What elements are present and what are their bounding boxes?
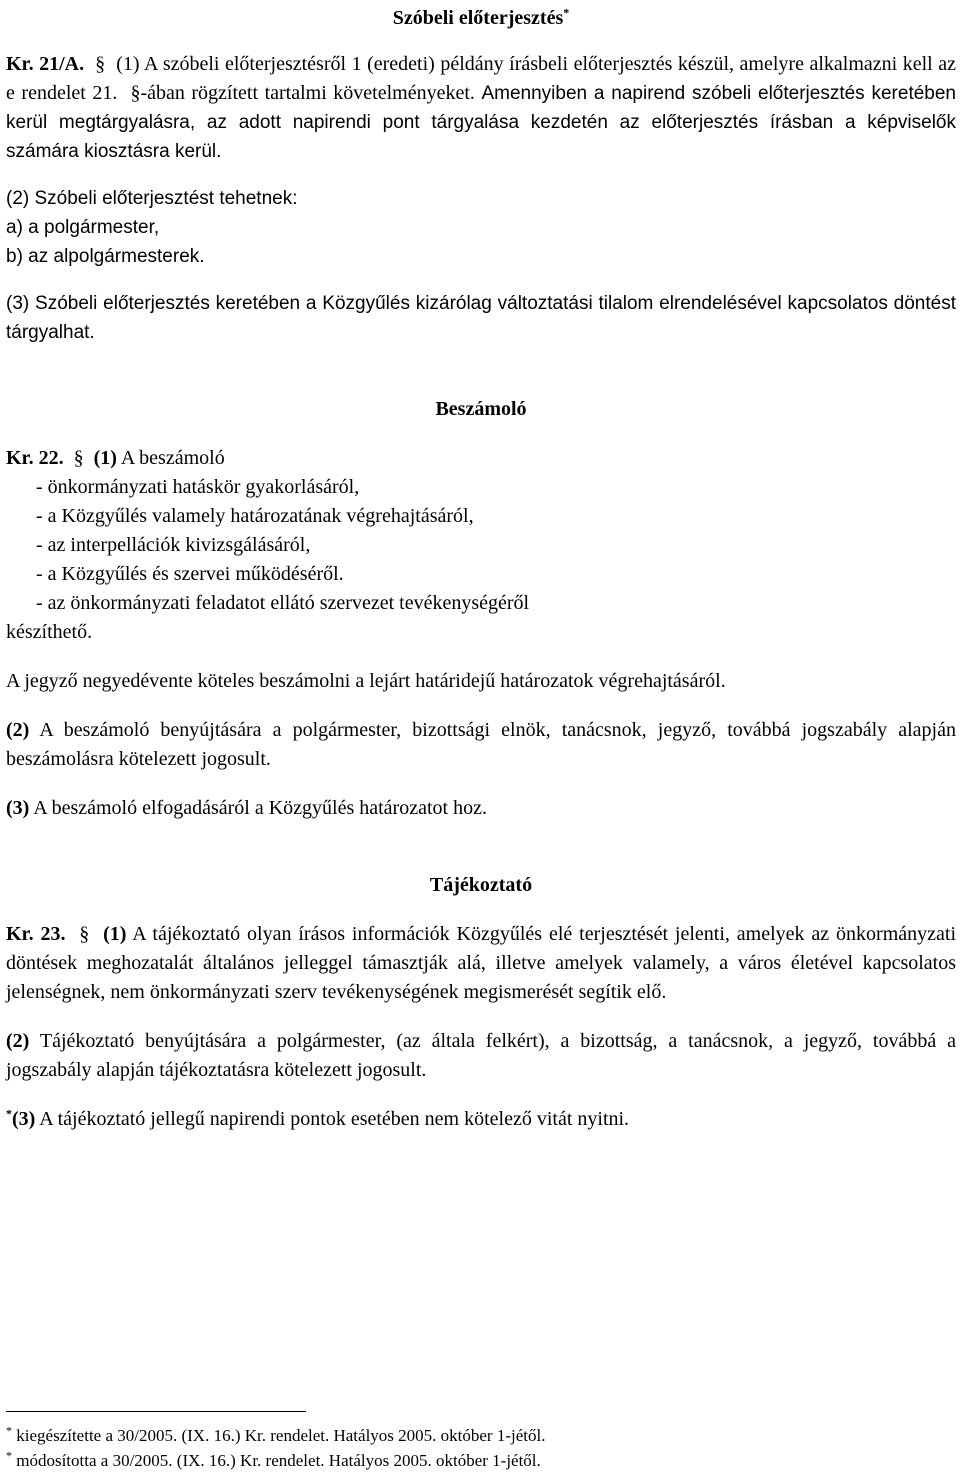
paragraph-text-sans: Amennyiben a napirend szóbeli előterjesztés keretében kerül megtárgyalásra, az adott napirendi pont tárgyalása kezdetén az előterjesztés írásban a képviselők számára kiosztásra kerül. <box>6 83 957 162</box>
paragraph-number: (3) <box>6 797 30 819</box>
list-item: - a Közgyűlés és szervei működéséről. <box>36 563 344 585</box>
kr22-paragraph-3 <box>6 794 956 823</box>
paragraph-text: A beszámoló benyújtására a polgármester, bizottsági elnök, tanácsnok, jegyző, továbbá jogszabály alapján beszámolásra kötelezett jogosult. <box>6 719 956 770</box>
paragraph-text: A tájékoztató jellegű napirendi pontok esetében nem kötelező vitát nyitni. <box>39 1108 630 1130</box>
section-title-beszamolo: Beszámoló <box>435 398 527 420</box>
footnote-mark: * <box>6 1106 12 1121</box>
kr22-paragraph-1-intro <box>6 444 956 473</box>
article-number: Kr. 21/A. <box>6 53 85 75</box>
paragraph-text: A beszámoló <box>120 447 225 469</box>
paragraph-number: (2) <box>6 719 30 741</box>
footnote-mark: * <box>6 1448 12 1463</box>
paragraph-text: A tájékoztató olyan írásos információk Közgyűlés elé terjesztését jelenti, amelyek az önkormányzati döntések meghozatalát általános jelleggel támasztják alá, illetve amelyek valamely, a város életével kapcsolatos jelenségnek, nem önkormányzati szerv tevékenységének megismerését segítik elő. <box>6 923 957 1003</box>
kr21-list-item-b: b) az alpolgármesterek. <box>6 246 205 267</box>
paragraph-number: (1) <box>93 447 117 469</box>
footnote-item <box>6 1423 545 1448</box>
kr21-paragraph-3: (3) Szóbeli előterjesztés keretében a Közgyűlés kizárólag változtatási tilalom elrendelésével kapcsolatos döntést tárgyalhat. <box>6 293 956 343</box>
footnote-text: módosította a 30/2005. (IX. 16.) Kr. rendelet. Hatályos 2005. október 1-jétől. <box>16 1451 541 1470</box>
kr23-paragraph-2 <box>6 1027 956 1085</box>
title-text: Szóbeli előterjesztés <box>392 7 564 29</box>
kr21-list-item-a: a) a polgármester, <box>6 217 160 238</box>
section-sign: § <box>95 53 106 75</box>
list-item: - az önkormányzati feladatot ellátó szervezet tevékenységéről <box>36 592 530 614</box>
paragraph-number: (3) <box>12 1108 36 1130</box>
kr23-paragraph-1 <box>6 920 956 1007</box>
article-number: Kr. 22. <box>6 447 64 469</box>
footnote-mark: * <box>6 1423 12 1438</box>
paragraph-text: A szóbeli előterjesztésről 1 (eredeti) példány írásbeli előterjesztés készül, amelyre alkalmazni kell az e rendelet 21. <box>6 53 956 104</box>
footnote-item <box>6 1448 545 1473</box>
paragraph-text: -ában rögzített tartalmi követelményeket. <box>140 82 475 104</box>
list-item: - önkormányzati hatáskör gyakorlásáról, <box>36 476 360 498</box>
kr23-paragraph-3 <box>6 1105 956 1134</box>
kr22-paragraph-2 <box>6 716 956 774</box>
paragraph-text: Tájékoztató benyújtására a polgármester, (az általa felkért), a bizottság, a tanácsnok, a jegyző, továbbá a jogszabály alapján tájékoztatásra kötelezett jogosult. <box>6 1030 957 1081</box>
paragraph-number: (1) <box>103 923 127 945</box>
list-item: - a Közgyűlés valamely határozatának végrehajtásáról, <box>36 505 474 527</box>
article-number: Kr. 23. <box>6 923 66 945</box>
section-title-szobeli <box>6 4 956 34</box>
paragraph-number: (1) <box>116 53 140 75</box>
kr22-paragraph-1-extra: A jegyző negyedévente köteles beszámolni a lejárt határidejű határozatok végrehajtásáról. <box>6 670 726 692</box>
document-page <box>6 0 956 1134</box>
paragraph-number: (2) <box>6 1030 30 1052</box>
section-sign: § <box>130 82 141 104</box>
footnotes <box>6 1423 545 1473</box>
section-title-tajekoztato: Tájékoztató <box>429 874 533 896</box>
section-sign: § <box>79 923 90 945</box>
kr21-paragraph-1 <box>6 50 956 166</box>
paragraph-text: A beszámoló elfogadásáról a Közgyűlés határozatot hoz. <box>33 797 487 819</box>
footnote-divider <box>6 1411 306 1412</box>
list-item: - az interpellációk kivizsgálásáról, <box>36 534 311 556</box>
kr22-paragraph-1-end: készíthető. <box>6 621 93 643</box>
kr21-paragraph-2-intro: (2) Szóbeli előterjesztést tehetnek: <box>6 188 298 209</box>
section-sign: § <box>73 447 84 469</box>
footnote-text: kiegészítette a 30/2005. (IX. 16.) Kr. rendelet. Hatályos 2005. október 1-jétől. <box>16 1426 546 1445</box>
footnote-mark: * <box>563 5 570 20</box>
